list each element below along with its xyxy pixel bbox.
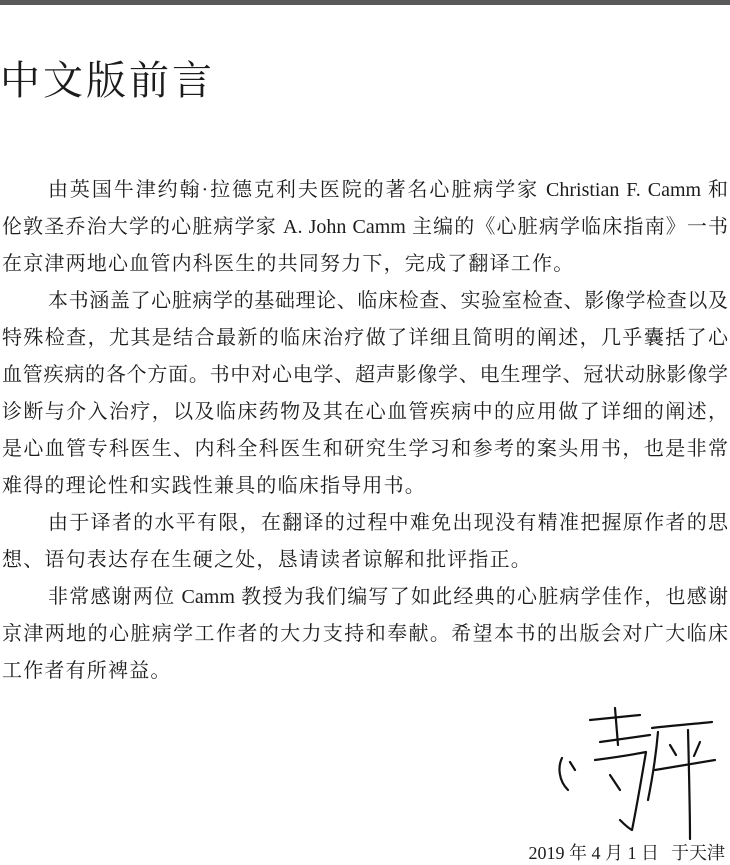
signature-stroke — [694, 742, 700, 756]
paragraph-line: 血管疾病的各个方面。书中对心电学、超声影像学、电生理学、冠状动脉影像学 — [2, 364, 728, 386]
preface-paragraph-2 — [2, 283, 728, 505]
paragraph-line: 由于译者的水平有限，在翻译的过程中难免出现没有精准把握原作者的思 — [48, 512, 728, 534]
paragraph-line: 本书涵盖了心脏病学的基础理论、临床检查、实验室检查、影像学检查以及 — [48, 290, 728, 312]
preface-paragraph-1 — [2, 172, 728, 283]
signature-stroke — [610, 775, 620, 790]
signature-stroke — [648, 732, 658, 800]
paragraph-line: 是心血管专科医生、内科全科医生和研究生学习和参考的案头用书，也是非常 — [2, 438, 728, 460]
handwritten-signature — [548, 700, 726, 840]
top-rule — [0, 0, 730, 5]
signature-stroke — [655, 760, 715, 770]
paragraph-line: 京津两地的心脏病学工作者的大力支持和奉献。希望本书的出版会对广大临床 — [2, 623, 728, 645]
signature-stroke — [595, 752, 646, 830]
signature-stroke — [652, 722, 712, 728]
paragraph-line: 难得的理论性和实践性兼具的临床指导用书。 — [2, 475, 426, 497]
signature-stroke — [600, 735, 650, 742]
paragraph-line: 伦敦圣乔治大学的心脏病学家 A. John Camm 主编的《心脏病学临床指南》一书 — [2, 216, 728, 238]
date: 2019 年 4 月 1 日 — [528, 843, 659, 863]
signature-stroke — [560, 758, 568, 790]
place: 于天津 — [671, 843, 725, 863]
paragraph-line: 在京津两地心血管内科医生的共同努力下，完成了翻译工作。 — [2, 253, 575, 275]
signature-stroke — [688, 730, 690, 839]
preface-paragraph-4 — [2, 579, 728, 690]
paragraph-line: 工作者有所裨益。 — [2, 660, 172, 682]
paragraph-line: 由英国牛津约翰·拉德克利夫医院的著名心脏病学家 Christian F. Camm 和 — [48, 179, 728, 201]
date-place-line — [529, 842, 726, 864]
preface-paragraph-3 — [2, 505, 728, 579]
paragraph-line: 想、语句表达存在生硬之处，恳请读者谅解和批评指正。 — [2, 549, 532, 571]
preface-body — [2, 172, 728, 690]
page-title: 中文版前言 — [0, 58, 215, 104]
paragraph-line: 非常感谢两位 Camm 教授为我们编写了如此经典的心脏病学佳作，也感谢 — [48, 586, 728, 608]
paragraph-line: 特殊检查，尤其是结合最新的临床治疗做了详细且简明的阐述，几乎囊括了心 — [2, 327, 728, 349]
signature-stroke — [670, 745, 676, 755]
paragraph-line: 诊断与介入治疗，以及临床药物及其在心血管疾病中的应用做了详细的阐述， — [2, 401, 728, 423]
signature-stroke — [570, 762, 575, 770]
